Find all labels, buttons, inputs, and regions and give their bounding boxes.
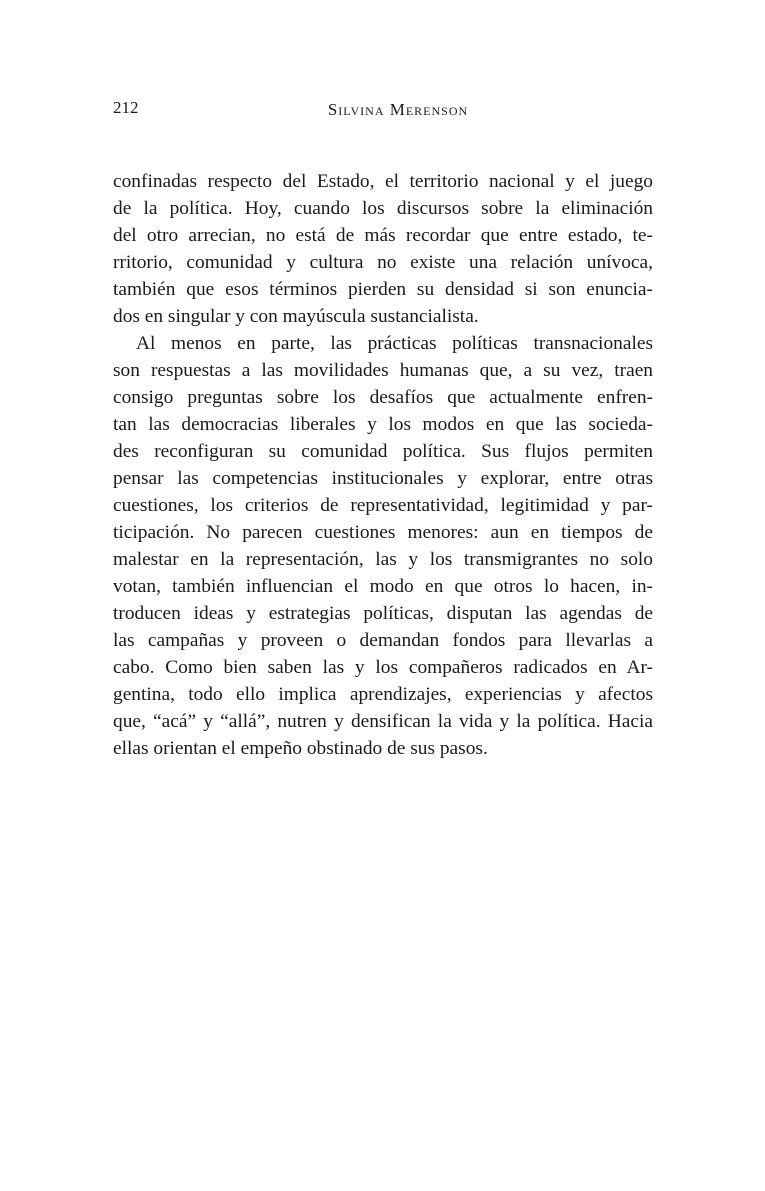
text-line: ticipación. No parecen cuestiones menores: aun en tiempos de [113, 522, 653, 543]
text-line: de la política. Hoy, cuando los discursos sobre la eliminación [113, 198, 653, 219]
text-line: gentina, todo ello implica aprendizajes, experiencias y afectos [113, 684, 653, 705]
text-line: rritorio, comunidad y cultura no existe una relación unívoca, [113, 252, 653, 273]
text-line: Al menos en parte, las prácticas políticas transnacionales [136, 333, 653, 354]
paragraph [113, 168, 653, 330]
text-line: cabo. Como bien saben las y los compañeros radicados en Ar- [113, 657, 653, 678]
running-head [113, 98, 653, 122]
text-line: también que esos términos pierden su densidad si son enuncia- [113, 279, 653, 300]
text-line: consigo preguntas sobre los desafíos que actualmente enfren- [113, 387, 653, 408]
text-line: dos en singular y con mayúscula sustancialista. [113, 306, 479, 327]
body-text [113, 168, 653, 762]
paragraph [113, 330, 653, 762]
text-line: cuestiones, los criterios de representatividad, legitimidad y par- [113, 495, 653, 516]
running-head-author: Silvina Merenson [327, 100, 469, 119]
text-line: pensar las competencias institucionales y explorar, entre otras [113, 468, 653, 489]
page-number: 212 [113, 98, 139, 117]
text-line: troducen ideas y estrategias políticas, disputan las agendas de [113, 603, 653, 624]
text-line: las campañas y proveen o demandan fondos para llevarlas a [113, 630, 653, 651]
text-line: son respuestas a las movilidades humanas que, a su vez, traen [113, 360, 653, 381]
text-line: tan las democracias liberales y los modos en que las socieda- [113, 414, 653, 435]
text-line: ellas orientan el empeño obstinado de sus pasos. [113, 738, 488, 759]
text-line: confinadas respecto del Estado, el territorio nacional y el juego [113, 171, 653, 192]
text-line: del otro arrecian, no está de más recordar que entre estado, te- [113, 225, 653, 246]
text-line: votan, también influencian el modo en que otros lo hacen, in- [113, 576, 653, 597]
text-line: malestar en la representación, las y los transmigrantes no solo [113, 549, 653, 570]
text-line: des reconfiguran su comunidad política. Sus flujos permiten [113, 441, 653, 462]
text-line: que, “acá” y “allá”, nutren y densifican la vida y la política. Hacia [113, 711, 653, 732]
